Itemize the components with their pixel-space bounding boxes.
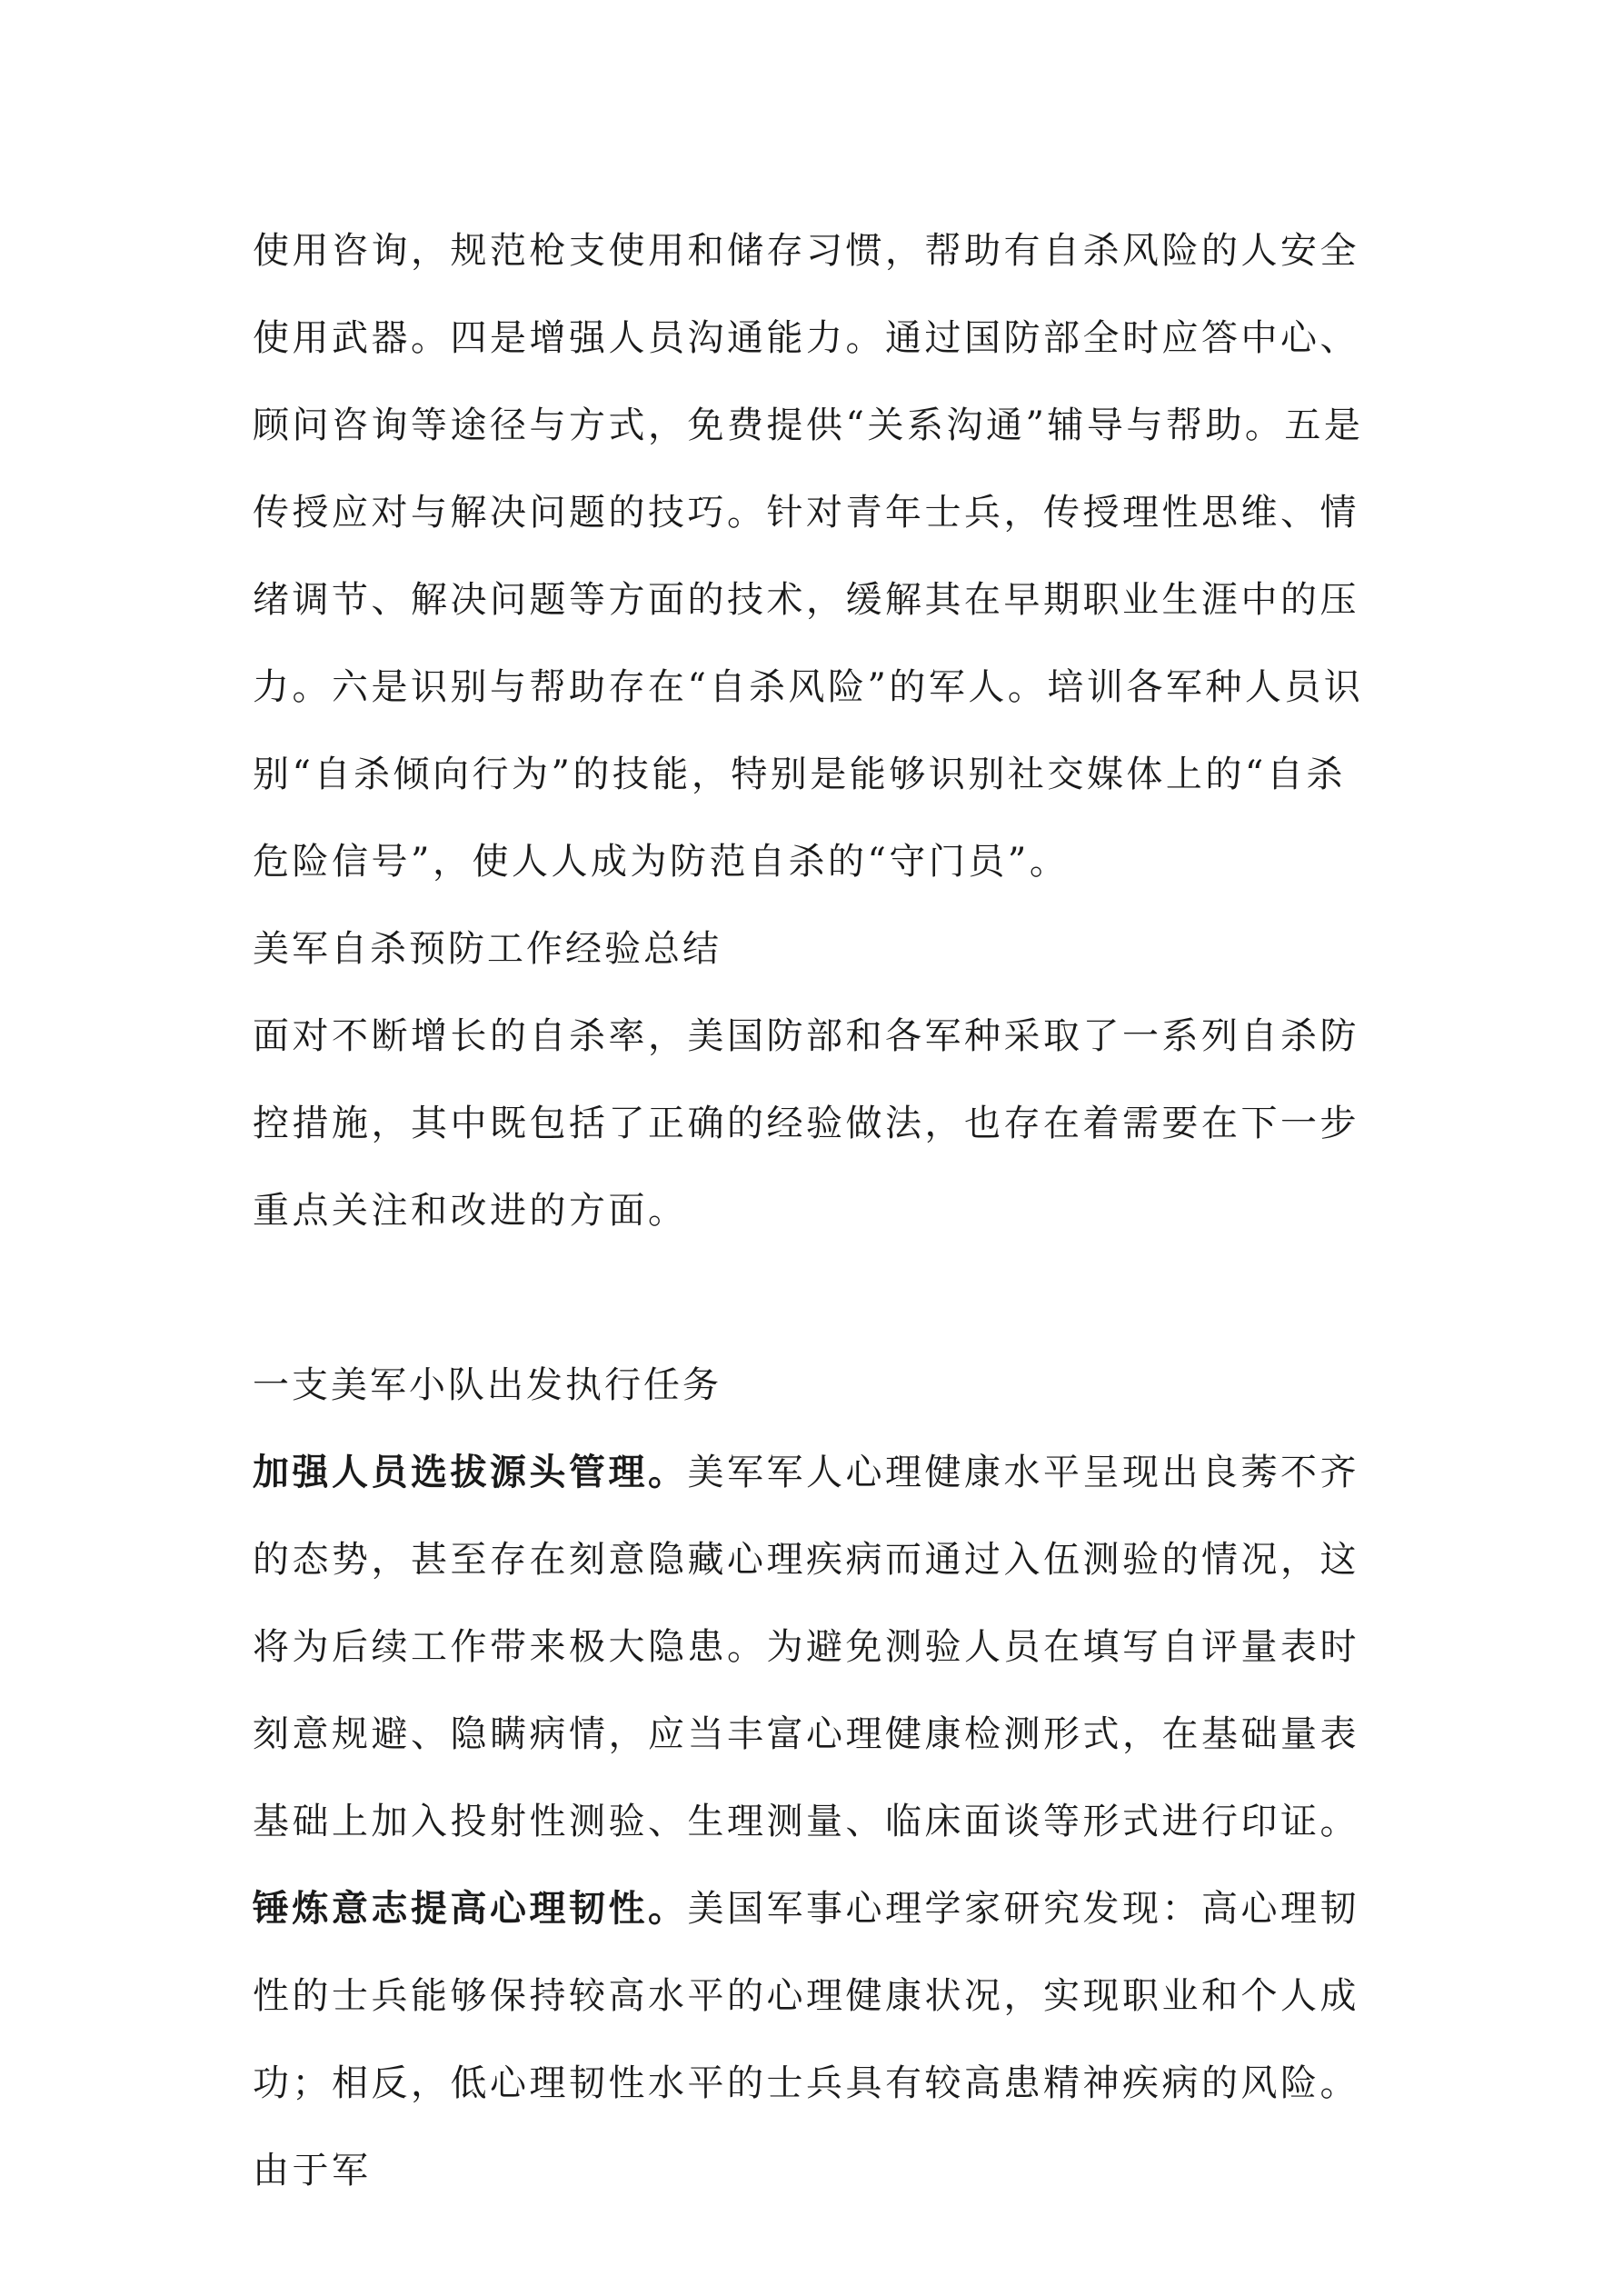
document-body xyxy=(253,207,1379,2214)
image-caption: 一支美军小队出发执行任务 xyxy=(253,1364,722,1406)
paragraph-experience-intro: 面对不断增长的自杀率，美国防部和各军种采取了一系列自杀防控措施，其中既包括了正确的经验做法，也存在着需要在下一步重点关注和改进的方面。 xyxy=(253,1015,1359,1232)
paragraph-text-resilience: 美国军事心理学家研究发现：高心理韧性的士兵能够保持较高水平的心理健康状况，实现职业和个人成功；相反，低心理韧性水平的士兵具有较高患精神疾病的风险。由于军 xyxy=(253,1888,1359,2191)
paragraph-lead-selection: 加强人员选拔源头管理。 xyxy=(253,1451,688,1493)
paragraph-selection-management xyxy=(253,1429,1379,1865)
paragraph-psychological-resilience xyxy=(253,1865,1379,2214)
paragraph-lead-resilience: 锤炼意志提高心理韧性。 xyxy=(253,1887,688,1930)
paragraph-suicide-prevention-measures: 使用咨询，规范枪支使用和储存习惯，帮助有自杀风险的人安全使用武器。四是增强人员沟通能力。通过国防部全时应答中心、顾问咨询等途径与方式，免费提供“关系沟通”辅导与帮助。五是传授应对与解决问题的技巧。针对青年士兵，传授理性思维、情绪调节、解决问题等方面的技术，缓解其在早期职业生涯中的压力。六是识别与帮助存在“自杀风险”的军人。培训各军种人员识别“自杀倾向行为”的技能，特别是能够识别社交媒体上的“自杀危险信号”，使人人成为防范自杀的“守门员”。 xyxy=(253,230,1364,883)
paragraph-text-selection: 美军军人心理健康水平呈现出良莠不齐的态势，甚至存在刻意隐藏心理疾病而通过入伍测验的情况，这将为后续工作带来极大隐患。为避免测验人员在填写自评量表时刻意规避、隐瞒病情，应当丰富心理健康检测形式，在基础量表基础上加入投射性测验、生理测量、临床面谈等形式进行印证。 xyxy=(253,1452,1359,1842)
image-placeholder-space xyxy=(253,1254,1379,1342)
section-heading-experience-summary: 美军自杀预防工作经验总结 xyxy=(253,928,722,970)
